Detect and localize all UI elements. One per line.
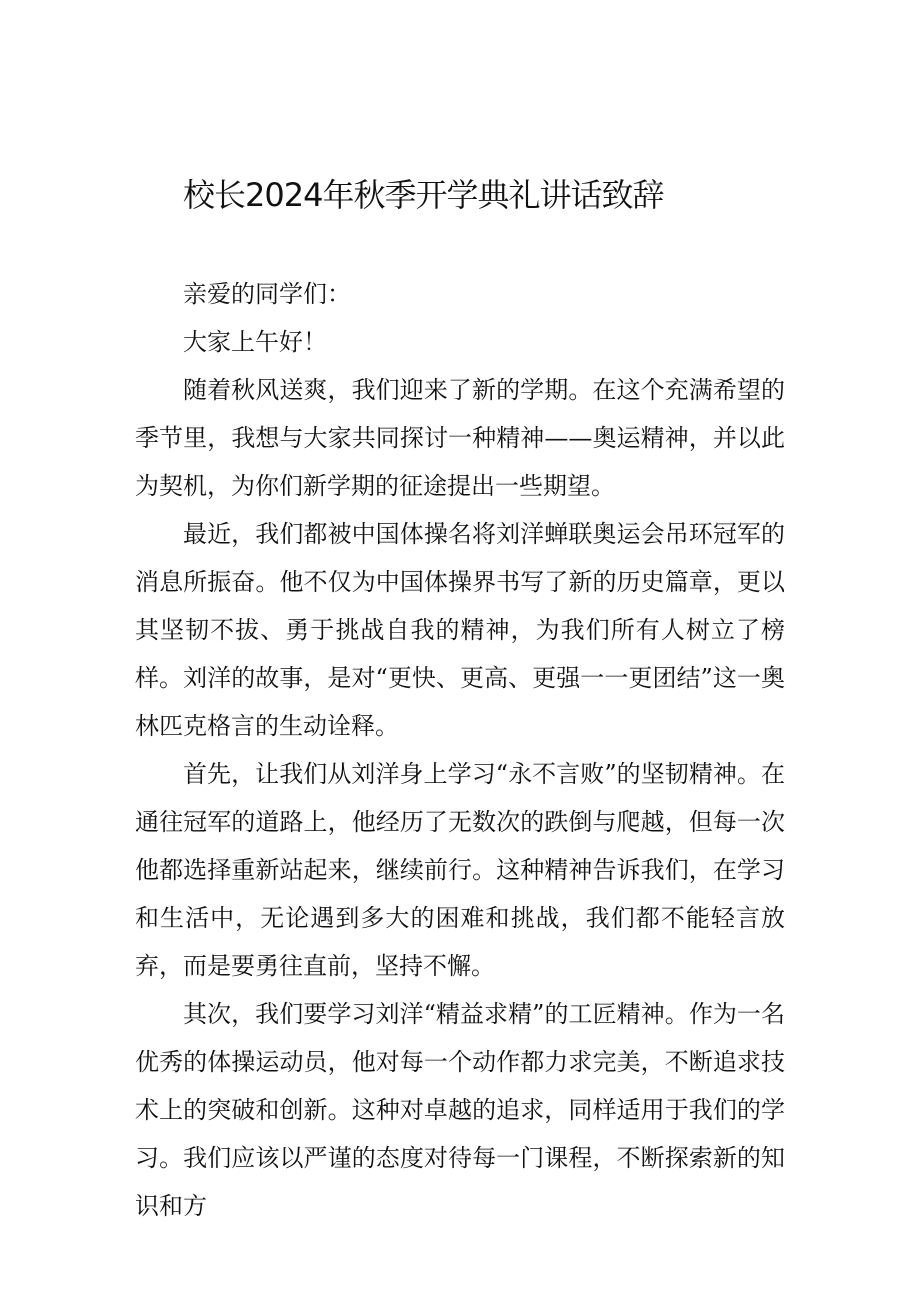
paragraph-greeting: 亲爱的同学们： <box>183 280 351 308</box>
document-body <box>135 270 785 1230</box>
paragraph-second-point: 其次，我们要学习刘洋“精益求精”的工匠精神。作为一名优秀的体操运动员，他对每一个动作都力求完美，不断追求技术上的突破和创新。这种对卓越的追求，同样适用于我们的学习。我们应该以严谨的态度对待每一门课程，不断探索新的知识和方 <box>135 1000 785 1220</box>
document-title: 校长2024年秋季开学典礼讲话致辞 <box>183 176 664 214</box>
paragraph-first-point: 首先，让我们从刘洋身上学习“永不言败”的坚韧精神。在通往冠军的道路上，他经历了无数次的跌倒与爬越，但每一次他都选择重新站起来，继续前行。这种精神告诉我们，在学习和生活中，无论遇到多大的困难和挑战，我们都不能轻言放弃，而是要勇往直前，坚持不懈。 <box>135 760 785 980</box>
paragraph-salutation: 大家上午好！ <box>183 328 327 356</box>
paragraph-intro: 随着秋风送爽，我们迎来了新的学期。在这个充满希望的季节里，我想与大家共同探讨一种精神——奥运精神，并以此为契机，为你们新学期的征途提出一些期望。 <box>135 376 785 500</box>
paragraph-liu-yang: 最近，我们都被中国体操名将刘洋蝉联奥运会吊环冠军的消息所振奋。他不仅为中国体操界书写了新的历史篇章，更以其坚韧不拔、勇于挑战自我的精神，为我们所有人树立了榜样。刘洋的故事，是对“更快、更高、更强一一更团结”这一奥林匹克格言的生动诠释。 <box>135 520 785 740</box>
